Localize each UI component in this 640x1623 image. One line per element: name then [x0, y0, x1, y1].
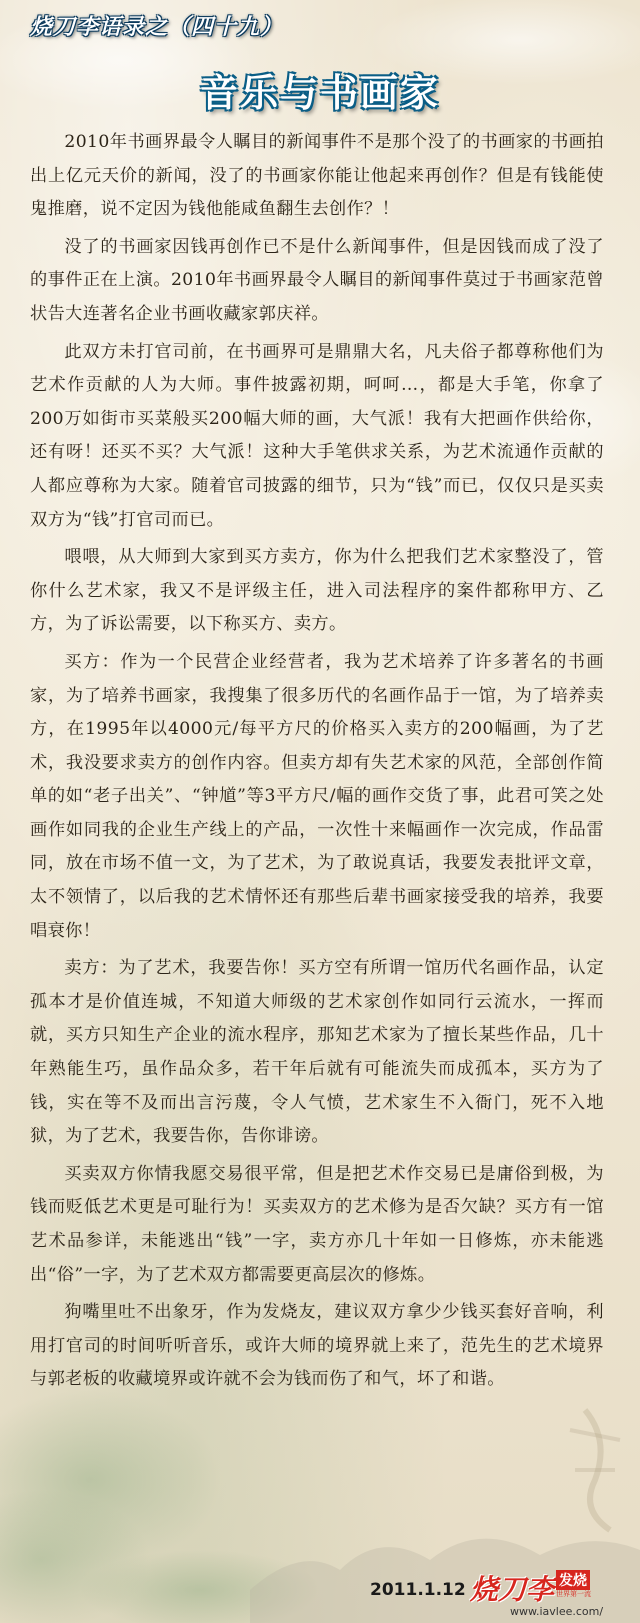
logo-badge: 发烧 — [556, 1570, 590, 1590]
article-paragraph: 买方：作为一个民营企业经营者，我为艺术培养了许多著名的书画家，为了培养书画家，我搜集了很多历代的名画作品于一馆，为了培养卖方，在1995年以4000元/每平方尺的价格买入卖方的200幅画，为了艺术，我没要求卖方的创作内容。但卖方却有失艺术家的风范，全部创作简单的如“老子出关”、“钟馗”等3平方尺/幅的画作交货了事，此君可笑之处画作如同我的企业生产线上的产品，一次性十来幅画作一次完成，作品雷同，放在市场不值一文，为了艺术，为了敢说真话，我要发表批评文章，太不领情了，以后我的艺术情怀还有那些后辈书画家接受我的培养，我要唱衰你！ — [30, 651, 604, 941]
article-paragraph: 狗嘴里吐不出象牙，作为发烧友，建议双方拿少少钱买套好音响，利用打官司的时间听听音乐，或许大师的境界就上来了，范先生的艺术境界与郭老板的收藏境界或许就不会为钱而伤了和气，坏了和谐。 — [30, 1302, 604, 1390]
article-paragraph: 2010年书画界最令人瞩目的新闻事件不是那个没了的书画家的书画拍出上亿元天价的新闻，没了的书画家你能让他起来再创作？但是有钱能使鬼推磨，说不定因为钱他能咸鱼翻生去创作？！ — [30, 132, 604, 220]
article-paragraph: 没了的书画家因钱再创作已不是什么新闻事件，但是因钱而成了没了的事件正在上演。2010年书画界最令人瞩目的新闻事件莫过于书画家范曾状告大连著名企业书画收藏家郭庆祥。 — [30, 236, 604, 324]
article-paragraph: 喂喂，从大师到大家到买方卖方，你为什么把我们艺术家整没了，管你什么艺术家，我又不是评级主任，进入司法程序的案件都称甲方、乙方，为了诉讼需要，以下称买方、卖方。 — [30, 547, 604, 635]
article-body — [30, 126, 604, 1401]
website-watermark: www.iavlee.com/ — [510, 1605, 604, 1618]
logo-text: 烧刀李 — [470, 1573, 555, 1606]
calligraphy-decoration — [570, 1430, 620, 1470]
article-paragraph: 卖方：为了艺术，我要告你！买方空有所谓一馆历代名画作品，认定孤本才是价值连城，不知道大师级的艺术家创作如同行云流水，一挥而就，买方只知生产企业的流水程序，那知艺术家为了擅长某些作品，几十年熟能生巧，虽作品众多，若干年后就有可能流失而成孤本，买方为了钱，实在等不及而出言污蔑，令人气愤，艺术家生不入衙门，死不入地狱，为了艺术，我要告你，告你诽谤。 — [30, 958, 604, 1147]
publish-date: 2011.1.12 — [370, 1580, 466, 1600]
logo-subtext: 世界第一流 — [556, 1590, 591, 1598]
article-paragraph: 买卖双方你情我愿交易很平常，但是把艺术作交易已是庸俗到极，为钱而贬低艺术更是可耻行为！买卖双方的艺术修为是否欠缺？买方有一馆艺术品参详，未能逃出“钱”一字，卖方亦几十年如一日修炼，亦未能逃出“俗”一字，为了艺术双方都需要更高层次的修炼。 — [30, 1163, 604, 1285]
series-title: 烧刀李语录之（四十九） — [30, 15, 284, 40]
article-paragraph: 此双方未打官司前，在书画界可是鼎鼎大名，凡夫俗子都尊称他们为艺术作贡献的人为大师。事件披露初期，呵呵…，都是大手笔，你拿了200万如街市买菜般买200幅大师的画，大气派！我有大把画作供给你，还有呀！还买不买？大气派！这种大手笔供求关系，为艺术流通作贡献的人都应尊称为大家。随着官司披露的细节，只为“钱”而已，仅仅只是买卖双方为“钱”打官司而已。 — [30, 341, 604, 530]
page-title: 音乐与书画家 — [199, 71, 440, 115]
